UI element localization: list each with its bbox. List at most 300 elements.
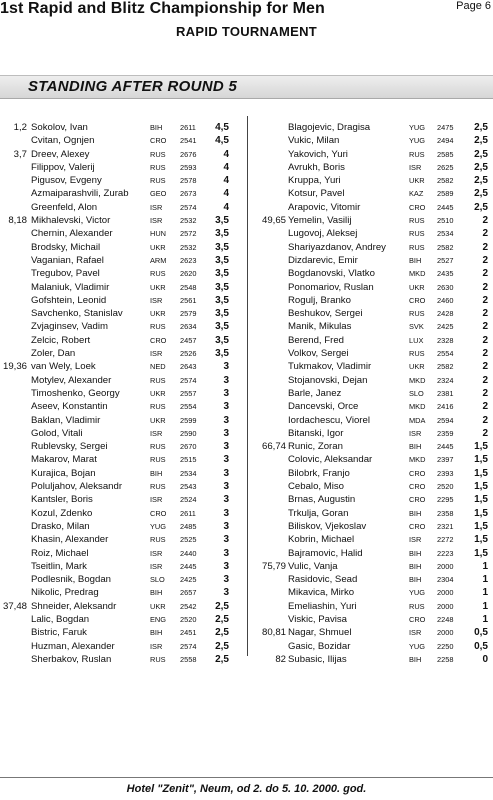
player-name: Tseitlin, Mark <box>31 560 87 572</box>
rating-value: 2534 <box>180 468 197 478</box>
player-name: Manik, Mikulas <box>288 321 352 333</box>
federation-code: CRO <box>409 521 426 531</box>
standing-row <box>248 307 493 320</box>
points-value: 4 <box>223 148 229 160</box>
rating-value: 2520 <box>180 614 197 624</box>
points-value: 1,5 <box>474 520 488 532</box>
rating-value: 2295 <box>437 495 454 505</box>
player-name: Timoshenko, Georgy <box>31 387 120 399</box>
rating-value: 2611 <box>180 123 196 132</box>
standing-row <box>0 387 246 400</box>
player-name: Blagojevic, Dragisa <box>288 122 371 133</box>
player-name: Tukmakov, Vladimir <box>288 361 372 373</box>
rating-value: 2445 <box>437 442 454 452</box>
rating-value: 2381 <box>437 388 454 398</box>
rating-value: 2554 <box>437 349 454 359</box>
rating-value: 2541 <box>180 136 197 146</box>
federation-code: RUS <box>150 482 166 492</box>
player-name: Barle, Janez <box>288 387 342 399</box>
federation-code: RUS <box>409 216 425 226</box>
federation-code: ISR <box>150 641 163 651</box>
standing-row <box>248 480 493 493</box>
federation-code: UKR <box>150 388 166 398</box>
standing-row <box>0 467 246 480</box>
standing-row <box>0 427 246 440</box>
rating-value: 2534 <box>437 229 454 239</box>
points-value: 3 <box>223 520 229 532</box>
standing-row <box>248 507 493 520</box>
standing-row <box>248 467 493 480</box>
points-value: 2,5 <box>474 201 488 213</box>
footer-venue: Hotel "Zenit", Neum, od 2. do 5. 10. 2000. god. <box>126 783 367 795</box>
rating-value: 2532 <box>180 216 197 226</box>
rating-value: 2425 <box>180 575 197 585</box>
standing-row <box>248 533 493 546</box>
federation-code: MKD <box>409 455 426 465</box>
rank-cell: 8,18 <box>8 215 27 227</box>
player-name: Rasidovic, Sead <box>288 574 358 586</box>
points-value: 2 <box>482 308 488 320</box>
player-name: Kotsur, Pavel <box>288 188 345 200</box>
standing-row <box>248 360 493 373</box>
player-name: Cvitan, Ognjen <box>31 135 95 147</box>
standing-row <box>0 347 246 360</box>
standing-row <box>248 148 493 161</box>
points-value: 1 <box>482 560 488 572</box>
standing-row <box>248 134 493 147</box>
rating-value: 2578 <box>180 176 197 186</box>
player-name: Azmaiparashvili, Zurab <box>31 188 129 200</box>
federation-code: BIH <box>409 508 422 518</box>
standing-row <box>248 214 493 227</box>
points-value: 3 <box>223 427 229 439</box>
standing-row <box>0 174 246 187</box>
rating-value: 2630 <box>437 282 454 292</box>
federation-code: BIH <box>409 255 422 265</box>
player-name: Bilobrk, Franjo <box>288 467 350 479</box>
points-value: 0 <box>482 653 488 665</box>
points-value: 2 <box>482 348 488 360</box>
standing-row <box>248 440 493 453</box>
standing-row <box>0 134 246 147</box>
standing-row <box>0 227 246 240</box>
standing-banner <box>0 75 493 99</box>
document-title: 1st Rapid and Blitz Championship for Men <box>0 0 325 17</box>
federation-code: SVK <box>409 322 424 332</box>
points-value: 1,5 <box>474 494 488 506</box>
standing-row <box>0 573 246 586</box>
standing-row <box>0 241 246 254</box>
federation-code: RUS <box>150 654 166 664</box>
player-name: Kantsler, Boris <box>31 494 93 506</box>
federation-code: RUS <box>150 162 166 172</box>
rating-value: 2425 <box>437 322 454 332</box>
points-value: 1 <box>482 613 488 625</box>
standing-row <box>248 254 493 267</box>
player-name: Zelcic, Robert <box>31 334 91 346</box>
rating-value: 2657 <box>180 588 197 598</box>
federation-code: ISR <box>150 295 163 305</box>
player-name: Aseev, Konstantin <box>31 401 108 413</box>
points-value: 1,5 <box>474 547 488 559</box>
points-value: 3,5 <box>215 294 229 306</box>
standing-row <box>248 241 493 254</box>
player-name: Pigusov, Evgeny <box>31 175 102 187</box>
federation-code: MDA <box>409 415 426 425</box>
player-name: Lalic, Bogdan <box>31 613 90 625</box>
rating-value: 2358 <box>437 508 454 518</box>
points-value: 3 <box>223 387 229 399</box>
federation-code: BIH <box>150 123 163 132</box>
player-name: Vukic, Milan <box>288 135 340 147</box>
player-name: Volkov, Sergei <box>288 348 349 360</box>
player-name: Brnas, Augustin <box>288 494 356 506</box>
federation-code: ISR <box>150 561 163 571</box>
standing-row <box>248 347 493 360</box>
standing-row <box>0 121 246 134</box>
rank-cell: 37,48 <box>2 600 27 612</box>
standings-right-column <box>248 121 493 666</box>
federation-code: UKR <box>150 242 166 252</box>
points-value: 1 <box>482 574 488 586</box>
points-value: 2 <box>482 294 488 306</box>
rating-value: 2457 <box>180 335 197 345</box>
standing-row <box>0 440 246 453</box>
standing-row <box>0 267 246 280</box>
rating-value: 2543 <box>180 482 197 492</box>
federation-code: YUG <box>409 123 426 132</box>
player-name: Brodsky, Michail <box>31 241 101 253</box>
points-value: 2 <box>482 427 488 439</box>
standing-row <box>248 227 493 240</box>
federation-code: CRO <box>409 202 426 212</box>
rating-value: 2524 <box>180 495 197 505</box>
rating-value: 2460 <box>437 295 454 305</box>
player-name: Roiz, Michael <box>31 547 89 559</box>
points-value: 3,5 <box>215 308 229 320</box>
federation-code: SLO <box>409 388 424 398</box>
federation-code: RUS <box>150 322 166 332</box>
federation-code: ISR <box>409 535 422 545</box>
standing-row <box>0 254 246 267</box>
federation-code: UKR <box>150 415 166 425</box>
player-name: Runic, Zoran <box>288 441 343 453</box>
rank-cell: 19,36 <box>2 361 27 373</box>
rating-value: 2594 <box>437 415 454 425</box>
federation-code: BIH <box>150 628 163 638</box>
rating-value: 2520 <box>437 482 454 492</box>
rating-value: 2582 <box>437 362 454 372</box>
standing-row <box>248 374 493 387</box>
federation-code: KAZ <box>409 189 424 199</box>
player-name: Nikolic, Predrag <box>31 587 99 599</box>
rating-value: 2572 <box>180 229 197 239</box>
points-value: 2 <box>482 241 488 253</box>
standing-row <box>248 387 493 400</box>
federation-code: RUS <box>150 375 166 385</box>
player-name: Yakovich, Yuri <box>288 148 348 160</box>
federation-code: BIH <box>409 548 422 558</box>
federation-code: CRO <box>409 495 426 505</box>
rank-cell: 66,74 <box>261 441 286 453</box>
tournament-subtitle: RAPID TOURNAMENT <box>175 24 318 39</box>
player-name: Biliskov, Vjekoslav <box>288 520 367 532</box>
rank-cell: 75,79 <box>261 560 286 572</box>
player-name: Nagar, Shmuel <box>288 627 352 639</box>
standing-row <box>248 161 493 174</box>
rating-value: 2625 <box>437 162 454 172</box>
player-name: Malaniuk, Vladimir <box>31 281 110 293</box>
rating-value: 2558 <box>180 654 197 664</box>
federation-code: NED <box>150 362 166 372</box>
rating-value: 2574 <box>180 202 197 212</box>
player-name: Mikhalevski, Victor <box>31 215 111 227</box>
standing-row <box>248 640 493 653</box>
rating-value: 2304 <box>437 575 454 585</box>
points-value: 1 <box>482 587 488 599</box>
player-name: Avrukh, Boris <box>288 161 345 173</box>
player-name: Lugovoj, Aleksej <box>288 228 358 240</box>
player-name: Khasin, Alexander <box>31 534 109 546</box>
rating-value: 2525 <box>180 535 197 545</box>
federation-code: BIH <box>150 468 163 478</box>
player-name: Arapovic, Vitomir <box>288 201 361 213</box>
points-value: 2 <box>482 374 488 386</box>
player-name: Savchenko, Stanislav <box>31 308 123 320</box>
standing-row <box>0 161 246 174</box>
points-value: 2,5 <box>215 653 229 665</box>
federation-code: ENG <box>150 614 167 624</box>
points-value: 2 <box>482 321 488 333</box>
points-value: 1,5 <box>474 441 488 453</box>
points-value: 2,5 <box>474 175 488 187</box>
points-value: 3,5 <box>215 321 229 333</box>
rating-value: 2475 <box>437 123 454 132</box>
points-value: 1,5 <box>474 467 488 479</box>
standing-row <box>0 201 246 214</box>
rating-value: 2328 <box>437 335 454 345</box>
standing-row <box>248 653 493 666</box>
rating-value: 2359 <box>437 428 454 438</box>
player-name: Iordachescu, Viorel <box>288 414 370 426</box>
rating-value: 2494 <box>437 136 454 146</box>
federation-code: RUS <box>150 402 166 412</box>
player-name: Stojanovski, Dejan <box>288 374 368 386</box>
rating-value: 2248 <box>437 614 454 624</box>
standing-row <box>248 626 493 639</box>
federation-code: RUS <box>409 601 425 611</box>
federation-code: ISR <box>150 428 163 438</box>
player-name: Sherbakov, Ruslan <box>31 653 112 665</box>
player-name: Emeliashin, Yuri <box>288 600 357 612</box>
points-value: 3 <box>223 507 229 519</box>
points-value: 2,5 <box>474 122 488 133</box>
player-name: Zoler, Dan <box>31 348 76 360</box>
federation-code: CRO <box>409 614 426 624</box>
standing-row <box>248 414 493 427</box>
rating-value: 2000 <box>437 561 454 571</box>
rating-value: 2554 <box>180 402 197 412</box>
rating-value: 2258 <box>437 654 454 664</box>
points-value: 3,5 <box>215 334 229 346</box>
federation-code: YUG <box>409 641 426 651</box>
points-value: 3 <box>223 454 229 466</box>
points-value: 3 <box>223 494 229 506</box>
rating-value: 2579 <box>180 309 197 319</box>
rating-value: 2589 <box>437 189 454 199</box>
federation-code: RUS <box>409 149 425 159</box>
rating-value: 2445 <box>437 202 454 212</box>
player-name: Filippov, Valerij <box>31 161 95 173</box>
standing-row <box>248 427 493 440</box>
points-value: 3,5 <box>215 348 229 360</box>
standing-row <box>0 281 246 294</box>
points-value: 2,5 <box>474 188 488 200</box>
federation-code: BIH <box>409 442 422 452</box>
player-name: van Wely, Loek <box>31 361 96 373</box>
federation-code: RUS <box>409 242 425 252</box>
standing-row <box>0 320 246 333</box>
standing-row <box>0 307 246 320</box>
rating-value: 2250 <box>437 641 454 651</box>
standing-row <box>0 374 246 387</box>
player-name: Kruppa, Yuri <box>288 175 341 187</box>
rating-value: 2593 <box>180 162 197 172</box>
points-value: 2 <box>482 401 488 413</box>
player-name: Bitanski, Igor <box>288 427 344 439</box>
player-name: Subasic, Ilijas <box>288 653 347 665</box>
points-value: 4,5 <box>215 122 229 133</box>
federation-code: RUS <box>409 309 425 319</box>
rating-value: 2670 <box>180 442 197 452</box>
rank-cell: 82 <box>275 653 286 665</box>
points-value: 4,5 <box>215 135 229 147</box>
player-name: Beshukov, Sergei <box>288 308 363 320</box>
rating-value: 2272 <box>437 535 454 545</box>
player-name: Dizdarevic, Emir <box>288 254 358 266</box>
player-name: Bogdanovski, Vlatko <box>288 268 375 280</box>
standing-row <box>248 267 493 280</box>
federation-code: ISR <box>409 628 422 638</box>
federation-code: ISR <box>150 349 163 359</box>
rating-value: 2673 <box>180 189 197 199</box>
rating-value: 2000 <box>437 628 454 638</box>
federation-code: HUN <box>150 229 167 239</box>
federation-code: CRO <box>409 468 426 478</box>
rating-value: 2623 <box>180 255 197 265</box>
standing-row <box>0 586 246 599</box>
points-value: 2 <box>482 228 488 240</box>
standing-row <box>0 480 246 493</box>
rating-value: 2445 <box>180 561 197 571</box>
player-name: Golod, Vitali <box>31 427 83 439</box>
player-name: Viskic, Pavisa <box>288 613 348 625</box>
standing-row <box>0 360 246 373</box>
points-value: 2,5 <box>474 148 488 160</box>
federation-code: ISR <box>150 548 163 558</box>
federation-code: MKD <box>409 402 426 412</box>
standing-row <box>0 626 246 639</box>
standing-row <box>248 573 493 586</box>
standing-row <box>0 214 246 227</box>
standing-row <box>248 294 493 307</box>
standing-row <box>248 547 493 560</box>
points-value: 2 <box>482 215 488 227</box>
points-value: 1,5 <box>474 481 488 493</box>
points-value: 2,5 <box>215 627 229 639</box>
points-value: 3,5 <box>215 281 229 293</box>
standing-row <box>248 121 493 134</box>
rating-value: 2676 <box>180 149 197 159</box>
federation-code: GEO <box>150 189 167 199</box>
federation-code: BIH <box>409 654 422 664</box>
federation-code: ISR <box>409 162 422 172</box>
rating-value: 2526 <box>180 349 197 359</box>
federation-code: CRO <box>150 335 167 345</box>
federation-code: MKD <box>409 269 426 279</box>
points-value: 3 <box>223 361 229 373</box>
rating-value: 2582 <box>437 242 454 252</box>
rating-value: 2574 <box>180 641 197 651</box>
player-name: Kurajica, Bojan <box>31 467 96 479</box>
federation-code: BIH <box>409 561 422 571</box>
rating-value: 2000 <box>437 588 454 598</box>
player-name: Podlesnik, Bogdan <box>31 574 112 586</box>
rating-value: 2223 <box>437 548 454 558</box>
rank-cell: 3,7 <box>13 148 27 160</box>
standing-row <box>0 507 246 520</box>
points-value: 3,5 <box>215 254 229 266</box>
federation-code: ISR <box>150 202 163 212</box>
points-value: 2,5 <box>215 613 229 625</box>
federation-code: UKR <box>150 601 166 611</box>
standing-row <box>0 400 246 413</box>
points-value: 3 <box>223 414 229 426</box>
standing-row <box>0 148 246 161</box>
standing-row <box>0 414 246 427</box>
player-name: Berend, Fred <box>288 334 344 346</box>
federation-code: CRO <box>409 295 426 305</box>
federation-code: MKD <box>409 375 426 385</box>
federation-code: ARM <box>150 255 167 265</box>
federation-code: YUG <box>409 588 426 598</box>
points-value: 3 <box>223 587 229 599</box>
points-value: 3,5 <box>215 228 229 240</box>
standing-row <box>248 334 493 347</box>
standing-row <box>0 334 246 347</box>
standing-row <box>248 613 493 626</box>
player-name: Trkulja, Goran <box>288 507 349 519</box>
rating-value: 2620 <box>180 269 197 279</box>
points-value: 2,5 <box>474 135 488 147</box>
player-name: Kobrin, Michael <box>288 534 355 546</box>
points-value: 3 <box>223 534 229 546</box>
standings-left-column <box>0 121 246 666</box>
federation-code: ISR <box>150 216 163 226</box>
standing-row <box>0 560 246 573</box>
rating-value: 2515 <box>180 455 197 465</box>
federation-code: RUS <box>150 149 166 159</box>
rating-value: 2393 <box>437 468 454 478</box>
points-value: 4 <box>223 201 229 213</box>
rating-value: 2440 <box>180 548 197 558</box>
points-value: 1,5 <box>474 534 488 546</box>
player-name: Mikavica, Mirko <box>288 587 355 599</box>
points-value: 3 <box>223 481 229 493</box>
points-value: 0,5 <box>474 640 488 652</box>
standing-row <box>248 320 493 333</box>
rating-value: 2485 <box>180 521 197 531</box>
